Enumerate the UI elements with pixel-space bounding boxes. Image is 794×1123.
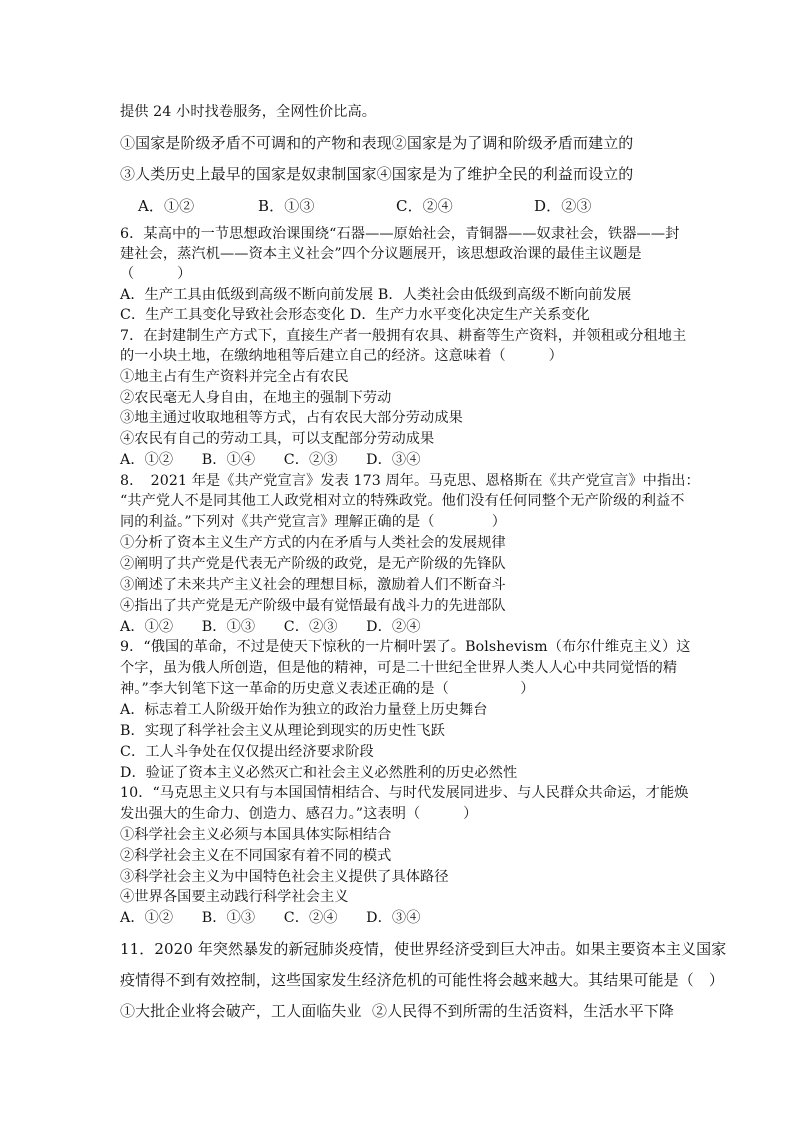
q9-option-c: C．工人斗争处在仅仅提出经济要求阶段 [120, 744, 374, 760]
q8-stem-line-3: 同的利益。”下列对《共产党宣言》理解正确的是（ ） [120, 514, 507, 530]
q5-statement-1-2: ①国家是阶级矛盾不可调和的产物和表现②国家是为了调和阶级矛盾而建立的 [120, 134, 634, 152]
q10-statement-2: ②科学社会主义在不同国家有着不同的模式 [120, 848, 392, 864]
q9-stem-line-2: 个字，虽为俄人所创造，但是他的精神，可是二十世纪全世界人类人人心中共同觉悟的精 [120, 660, 678, 676]
q11-statement-2: ②人民得不到所需的生活资料，生活水平下降 [372, 1002, 675, 1020]
q8-stem-line-1: 8． 2021 年是《共产党宣言》发表 173 周年。马克思、恩格斯在《共产党宣言》中指出： [120, 473, 700, 489]
q9-option-b: B．实现了科学社会主义从理论到现实的历史性飞跃 [120, 723, 445, 739]
q8-stem-line-2: “共产党人不是同其他工人政党相对立的特殊政党。他们没有任何同整个无产阶级的利益不 [120, 493, 685, 509]
service-note: 提供 24 小时找卷服务，全网性价比高。 [120, 104, 377, 120]
q10-statement-1: ①科学社会主义必须与本国具体实际相结合 [120, 827, 392, 843]
q6-options-ab: A．生产工具由低级到高级不断向前发展 B．人类社会由低级到高级不断向前发展 [120, 287, 632, 303]
q8-options: A．①② B．①③ C．②③ D．②④ [120, 619, 421, 635]
q8-statement-2: ②阐明了共产党是代表无产阶级的政党，是无产阶级的先锋队 [120, 556, 506, 572]
q10-options: A．①② B．①③ C．②④ D．③④ [120, 910, 421, 926]
q5-option-d: D．②③ [534, 197, 592, 215]
q6-stem-line-1: 6．某高中的一节思想政治课围绕“石器——原始社会，青铜器——奴隶社会，铁器——封 [120, 226, 680, 242]
q7-stem-line-2: 的一小块土地，在缴纳地租等后建立自己的经济。这意味着（ ） [120, 348, 563, 364]
q5-option-a: A．①② [138, 197, 195, 215]
q7-statement-4: ④农民有自己的劳动工具，可以支配部分劳动成果 [120, 431, 435, 447]
q6-stem-line-2: 建社会，蒸汽机——资本主义社会”四个分议题展开，该思想政治课的最佳主议题是 [120, 246, 642, 262]
q7-statement-3: ③地主通过收取地租等方式，占有农民大部分劳动成果 [120, 410, 463, 426]
q11-stem-line-2: 疫情得不到有效控制，这些国家发生经济危机的可能性将会越来越大。其结果可能是（ ） [120, 971, 725, 989]
q5-statement-3-4: ③人类历史上最早的国家是奴隶制国家④国家是为了维护全民的利益而设立的 [120, 165, 634, 183]
q10-statement-4: ④世界各国要主动践行科学社会主义 [120, 889, 349, 905]
q7-stem-line-1: 7．在封建制生产方式下，直接生产者一般拥有农具、耕畜等生产资料，并领租或分租地主 [120, 328, 687, 344]
q7-statement-1: ①地主占有生产资料并完全占有农民 [120, 369, 349, 385]
q6-answer-blank: （ ） [120, 266, 192, 282]
q8-statement-1: ①分析了资本主义生产方式的内在矛盾与人类社会的发展规律 [120, 535, 506, 551]
q7-options: A．①② B．①④ C．②③ D．③④ [120, 452, 421, 468]
q9-stem-line-1: 9．“俄国的革命，不过是使天下惊秋的一片桐叶罢了。Bolshevism（布尔什维克主义）这 [120, 639, 691, 655]
q10-statement-3: ③科学社会主义为中国特色社会主义提供了具体路径 [120, 869, 449, 885]
q5-option-b: B．①③ [258, 197, 315, 215]
q9-stem-line-3: 神。”李大钊笔下这一革命的历史意义表述正确的是（ ） [120, 681, 535, 697]
q5-option-c: C．②④ [396, 197, 453, 215]
q10-stem-line-2: 发出强大的生命力、创造力、感召力。”这表明（ ） [120, 806, 478, 822]
q9-option-a: A．标志着工人阶级开始作为独立的政治力量登上历史舞台 [120, 702, 488, 718]
q6-options-cd: C．生产工具变化导致社会形态变化 D．生产力水平变化决定生产关系变化 [120, 307, 590, 323]
q9-option-d: D．验证了资本主义必然灭亡和社会主义必然胜利的历史必然性 [120, 765, 518, 781]
q11-stem-line-1: 11．2020 年突然暴发的新冠肺炎疫情，使世界经济受到巨大冲击。如果主要资本主义国家 [120, 940, 727, 958]
q8-statement-3: ③阐述了未来共产主义社会的理想目标，激励着人们不断奋斗 [120, 577, 506, 593]
q7-statement-2: ②农民毫无人身自由，在地主的强制下劳动 [120, 390, 392, 406]
q8-statement-4: ④指出了共产党是无产阶级中最有觉悟最有战斗力的先进部队 [120, 598, 506, 614]
q11-statement-1: ①大批企业将会破产，工人面临失业 [120, 1002, 362, 1020]
q10-stem-line-1: 10．“马克思主义只有与本国国情相结合、与时代发展同进步、与人民群众共命运，才能焕 [120, 785, 689, 801]
